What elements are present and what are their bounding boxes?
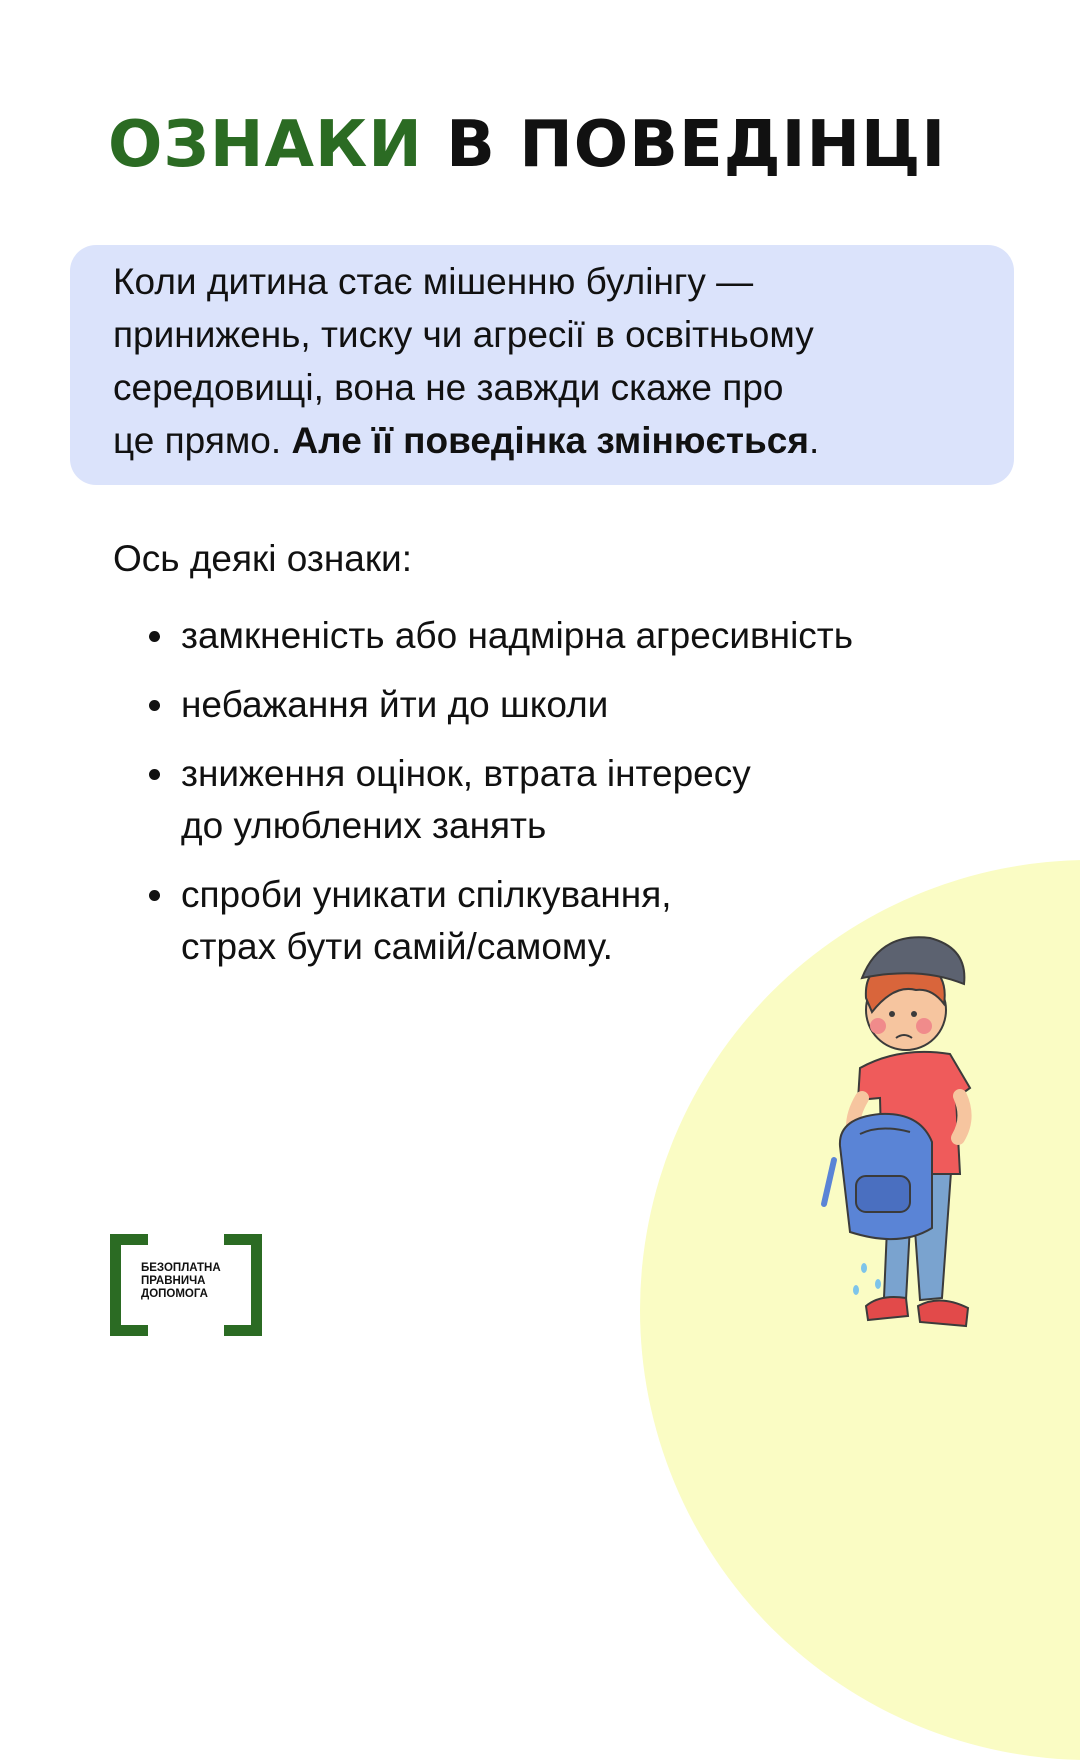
title-rest: В ПОВЕДІНЦІ xyxy=(446,108,947,182)
free-legal-aid-logo xyxy=(110,1234,262,1336)
intro-line: Коли дитина стає мішенню булінгу — xyxy=(113,261,754,302)
title-accent: ОЗНАКИ xyxy=(108,108,423,182)
intro-line: це прямо. xyxy=(113,420,282,461)
list-item xyxy=(145,679,975,731)
signs-lead: Ось деякі ознаки: xyxy=(113,538,412,579)
intro-line: принижень, тиску чи агресії в освітньому xyxy=(113,314,814,355)
logo-right-bracket-icon xyxy=(224,1234,262,1336)
intro-line: середовищі, вона не завжди скаже про xyxy=(113,367,784,408)
list-item-text: страх бути самій/самому. xyxy=(181,926,613,967)
page-title xyxy=(108,105,946,185)
list-item-text: небажання йти до школи xyxy=(181,684,609,725)
intro-end: . xyxy=(808,420,820,461)
bullet-icon xyxy=(149,769,160,780)
logo-line: ДОПОМОГА xyxy=(141,1288,208,1300)
bullet-icon xyxy=(149,631,160,642)
list-item-text: спроби уникати спілкування, xyxy=(181,874,672,915)
intro-box xyxy=(70,245,1014,485)
bullet-icon xyxy=(149,890,160,901)
logo-line: ПРАВНИЧА xyxy=(141,1275,206,1287)
intro-text xyxy=(113,255,974,467)
bullet-icon xyxy=(149,700,160,711)
sad-boy-illustration xyxy=(820,928,990,1348)
intro-bold: Але її поведінка змінюється xyxy=(291,420,809,461)
list-item-text: до улюблених занять xyxy=(181,805,547,846)
list-item-text: замкненість або надмірна агресивність xyxy=(181,615,854,656)
list-item xyxy=(145,610,975,662)
logo-line: БЕЗОПЛАТНА xyxy=(141,1262,221,1274)
logo-text xyxy=(141,1262,221,1301)
list-item-text: зниження оцінок, втрата інтересу xyxy=(181,753,751,794)
list-item xyxy=(145,748,975,852)
